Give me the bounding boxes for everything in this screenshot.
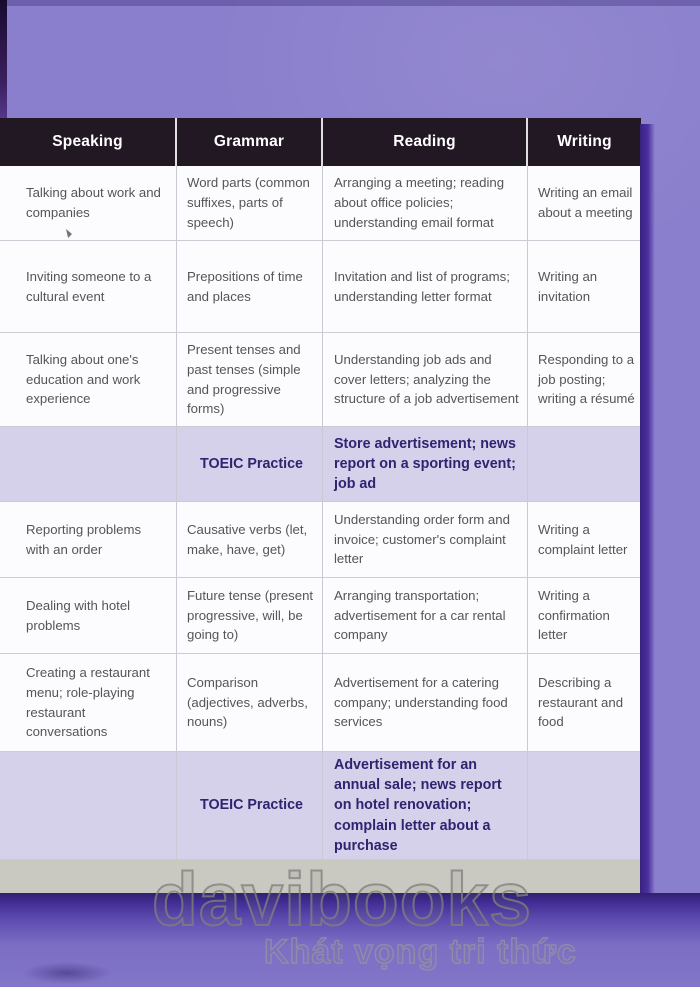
cell-text: Describing a restaurant and food bbox=[538, 674, 624, 730]
cell-text: Store advertisement; news report on a sporting event; job ad bbox=[334, 435, 516, 493]
table-cell-reading bbox=[323, 427, 528, 501]
table-cell-reading bbox=[323, 241, 528, 332]
cell-text: Arranging a meeting; reading about office policies; understanding email format bbox=[334, 175, 505, 230]
table-cell-reading bbox=[323, 166, 528, 240]
cell-text: Reporting problems with an order bbox=[26, 521, 142, 557]
table-cell-speaking bbox=[0, 427, 177, 501]
book-gutter-shadow bbox=[0, 0, 7, 119]
table-cell-reading bbox=[323, 752, 528, 859]
toeic-practice-row bbox=[0, 427, 641, 502]
table-cell-speaking bbox=[0, 502, 177, 577]
table-cell-writing bbox=[528, 502, 641, 577]
table-cell-writing bbox=[528, 166, 641, 240]
column-header-reading: Reading bbox=[323, 118, 528, 166]
page-edge-shadow bbox=[640, 124, 655, 906]
cell-text: Prepositions of time and places bbox=[187, 268, 303, 304]
table-cell-grammar bbox=[177, 654, 323, 751]
table-cell-grammar bbox=[177, 578, 323, 653]
table-row bbox=[0, 654, 641, 752]
table-cell-grammar bbox=[177, 241, 323, 332]
table-cell-grammar bbox=[177, 752, 323, 859]
table-cell-writing bbox=[528, 427, 641, 501]
cell-text: Understanding job ads and cover letters; analyzing the structure of a job advertisement bbox=[334, 351, 519, 407]
cell-text: Invitation and list of programs; understanding letter format bbox=[334, 268, 510, 304]
table-cell-writing bbox=[528, 752, 641, 859]
table-cell-speaking bbox=[0, 752, 177, 859]
cell-text: Writing a confirmation letter bbox=[538, 587, 610, 643]
table-cell-speaking bbox=[0, 654, 177, 751]
column-header-grammar: Grammar bbox=[177, 118, 323, 166]
cell-text: Writing an email about a meeting bbox=[538, 185, 633, 220]
table-cell-speaking bbox=[0, 166, 177, 240]
table-cell-writing bbox=[528, 333, 641, 426]
cell-text: Creating a restaurant menu; role-playing restaurant conversations bbox=[26, 664, 150, 740]
cell-text: Comparison (adjectives, adverbs, nouns) bbox=[187, 674, 308, 730]
table-cell-reading bbox=[323, 502, 528, 577]
table-cell-reading bbox=[323, 578, 528, 653]
cell-text: Writing a complaint letter bbox=[538, 521, 628, 557]
syllabus-table bbox=[0, 118, 641, 894]
table-cell-speaking bbox=[0, 578, 177, 653]
cell-text: TOEIC Practice bbox=[199, 797, 304, 814]
table-cell-grammar bbox=[177, 427, 323, 501]
table-cell-grammar bbox=[177, 502, 323, 577]
watermark-tagline: Khát vọng tri thức bbox=[264, 933, 577, 971]
cell-text: Arranging transportation; advertisement for a car rental company bbox=[334, 587, 506, 643]
column-header-speaking: Speaking bbox=[0, 118, 177, 166]
cell-text: Understanding order form and invoice; customer's complaint letter bbox=[334, 511, 510, 567]
table-row bbox=[0, 502, 641, 578]
cell-text: Talking about work and companies bbox=[26, 185, 161, 220]
table-cell-grammar bbox=[177, 166, 323, 240]
cell-text: Advertisement for an annual sale; news report on hotel renovation; complain letter about a purchase bbox=[334, 756, 502, 854]
table-row bbox=[0, 333, 641, 427]
table-cell-writing bbox=[528, 241, 641, 332]
cell-text: Writing an invitation bbox=[538, 268, 598, 304]
cell-text: Word parts (common suffixes, parts of speech) bbox=[187, 175, 310, 230]
table-row bbox=[0, 578, 641, 654]
cell-text: Talking about one's education and work experience bbox=[26, 351, 141, 407]
cell-text: Future tense (present progressive, will, be going to) bbox=[187, 587, 314, 643]
page-top-shadow bbox=[0, 0, 700, 6]
scan-smudge bbox=[22, 962, 112, 984]
table-cell-speaking bbox=[0, 333, 177, 426]
watermark-brand: davibooks bbox=[152, 857, 532, 941]
table-row bbox=[0, 241, 641, 333]
toeic-practice-row bbox=[0, 752, 641, 860]
table-cell-writing bbox=[528, 654, 641, 751]
cell-text: Causative verbs (let, make, have, get) bbox=[187, 521, 308, 557]
table-body bbox=[0, 166, 641, 860]
table-cell-reading bbox=[323, 333, 528, 426]
cell-text: Present tenses and past tenses (simple and progressive forms) bbox=[187, 341, 301, 417]
table-cell-grammar bbox=[177, 333, 323, 426]
cell-text: Responding to a job posting; writing a résumé bbox=[538, 351, 635, 407]
cell-text: TOEIC Practice bbox=[199, 455, 304, 472]
cell-text: Inviting someone to a cultural event bbox=[26, 268, 152, 304]
cell-text: Dealing with hotel problems bbox=[26, 597, 131, 633]
column-header-writing: Writing bbox=[557, 133, 612, 150]
table-row bbox=[0, 166, 641, 241]
table-cell-speaking bbox=[0, 241, 177, 332]
table-cell-reading bbox=[323, 654, 528, 751]
cell-text: Advertisement for a catering company; understanding food services bbox=[334, 674, 508, 730]
table-cell-writing bbox=[528, 578, 641, 653]
table-header-row bbox=[0, 118, 641, 166]
